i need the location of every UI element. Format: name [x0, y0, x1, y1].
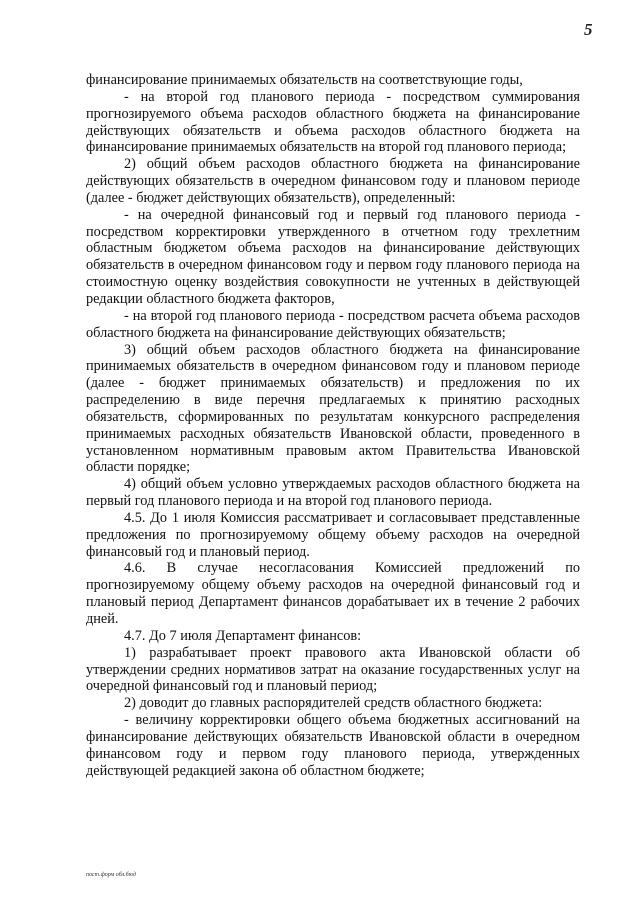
- paragraph: - на очередной финансовый год и первый год планового периода - посредством корректировки утвержденного в отчетном году трехлетним областным бюджетом объема расходов на финансирование действующих обязательств в очередном финансовом году и первом году планового периода на стоимостную оценку воздействия совокупности не учтенных в действующей редакции областного бюджета факторов,: [86, 206, 580, 307]
- paragraph: 2) доводит до главных распорядителей средств областного бюджета:: [124, 695, 543, 712]
- footer-file-label: пост.форм обл.бюд: [86, 872, 136, 878]
- document-body: [86, 72, 580, 779]
- paragraph: 4.5. До 1 июля Комиссия рассматривает и согласовывает представленные предложения по прогнозируемому общему объему расходов на очередной финансовый год и плановый период.: [86, 509, 580, 560]
- paragraph: финансирование принимаемых обязательств на соответствующие годы,: [86, 72, 523, 88]
- paragraph: - величину корректировки общего объема бюджетных ассигнований на финансирование действующих обязательств Ивановской области в очередном финансовом году и первом году планового периода, утвержденных действующей редакцией закона об областном бюджете;: [86, 712, 580, 779]
- paragraph: 4) общий объем условно утверждаемых расходов областного бюджета на первый год планового периода и на второй год планового периода.: [86, 476, 580, 510]
- paragraph: 3) общий объем расходов областного бюджета на финансирование принимаемых обязательств в очередном финансовом году и плановом периоде (далее - бюджет принимаемых обязательств) и предложения по их распределению в виде перечня предлагаемых к принятию расходных обязательств, сформированных по результатам конкурсного распределения принимаемых расходных обязательств Ивановской области, проведенного в установленном нормативным правовым актом Правительства Ивановской области порядке;: [86, 341, 580, 476]
- paragraph: 4.7. До 7 июля Департамент финансов:: [124, 627, 362, 644]
- paragraph: 4.6. В случае несогласования Комиссией предложений по прогнозируемому общему объему расходов на очередной финансовый год и плановый период Департамент финансов дорабатывает их в течение 2 рабочих дней.: [86, 560, 580, 627]
- paragraph: 1) разрабатывает проект правового акта Ивановской области об утверждении средних нормативов затрат на оказание государственных услуг на очередной финансовый год и плановый период;: [86, 644, 580, 695]
- page-number: 5: [584, 20, 593, 39]
- paragraph: - на второй год планового периода - посредством суммирования прогнозируемого объема расходов областного бюджета на финансирование действующих обязательств и объема расходов областного бюджета на финансирование принимаемых обязательств на второй год планового периода;: [86, 88, 580, 156]
- paragraph: 2) общий объем расходов областного бюджета на финансирование действующих обязательств в очередном финансовом году и плановом периоде (далее - бюджет действующих обязательств), определенный:: [86, 156, 580, 206]
- paragraph: - на второй год планового периода - посредством расчета объема расходов областного бюджета на финансирование действующих обязательств;: [86, 307, 580, 341]
